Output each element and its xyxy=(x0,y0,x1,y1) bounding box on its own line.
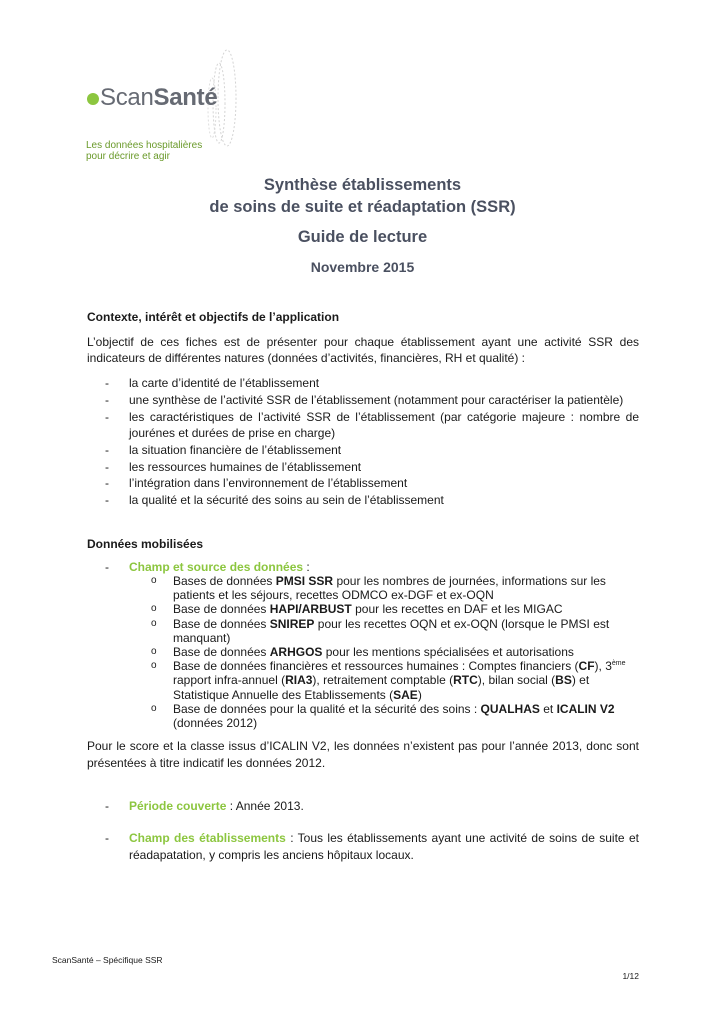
source-name: SNIREP xyxy=(269,616,315,631)
document-title-line2: de soins de suite et réadaptation (SSR) xyxy=(209,198,516,216)
period-label: Période couverte xyxy=(129,798,227,813)
list-item: - la qualité et la sécurité des soins au sein de l’établissement xyxy=(87,492,639,509)
source-name: SAE xyxy=(393,687,418,702)
data-heading: Données mobilisées xyxy=(87,537,204,551)
source-name: CF xyxy=(578,659,595,674)
champ-source-colon: : xyxy=(303,559,310,574)
source-name: PMSI SSR xyxy=(275,573,334,588)
source-text: Base de données financières et ressources humaines : Comptes financiers ( xyxy=(173,659,579,674)
source-text: ) et Statistique Annuelle des Etablissements ( xyxy=(173,673,590,702)
logo-tagline-line1: Les données hospitalières xyxy=(86,140,203,151)
source-text: pour les nombres de journées, informations sur les patients et les séjours, recettes ODMCO ex-DGF et ex-OQN xyxy=(173,573,606,603)
document-title xyxy=(0,174,725,218)
document-date: Novembre 2015 xyxy=(310,259,415,275)
context-list xyxy=(87,375,639,509)
document-subtitle: Guide de lecture xyxy=(297,228,428,246)
source-name: RTC xyxy=(453,673,478,688)
footer-label: ScanSanté – Spécifique SSR xyxy=(52,955,163,965)
sources-list xyxy=(87,574,639,730)
source-name: QUALHAS xyxy=(480,701,540,716)
source-name: ICALIN V2 xyxy=(556,701,615,716)
estab-value: : Tous les établissements ayant une activité de soins de suite et réadapatation, y compris les anciens hôpitaux locaux. xyxy=(129,831,639,862)
list-item: - les caractéristiques de l’activité SSR de l’établissement (par catégorie majeure : nombre de jourénes et durées de prise en charge) xyxy=(87,409,639,442)
source-text: pour les recettes OQN et ex-OQN (lorsque le PMSI est manquant) xyxy=(173,616,610,645)
list-item: - une synthèse de l’activité SSR de l’établissement (notamment pour caractériser la patientèle) xyxy=(87,392,639,409)
source-text: Bases de données xyxy=(173,573,276,588)
source-item xyxy=(87,617,639,645)
scansante-logo xyxy=(86,48,246,168)
source-superscript: ème xyxy=(611,660,626,668)
source-name: ARHGOS xyxy=(269,644,323,659)
logo-tagline xyxy=(86,140,202,162)
logo-brand-light: Scan xyxy=(100,84,154,111)
champ-source-label: Champ et source des données xyxy=(129,559,304,574)
logo-tagline-line2: pour décrire et agir xyxy=(86,151,170,162)
icalin-note: Pour le score et la classe issus d’ICALIN V2, les données n’existent pas pour l’année 2013, donc sont présentées à titre indicatif les données 2012. xyxy=(87,739,639,770)
source-text: ) xyxy=(417,687,422,702)
source-name: BS xyxy=(555,673,572,688)
context-intro: L’objectif de ces fiches est de présenter pour chaque établissement ayant une activité SSR des indicateurs de différentes natures (données d’activités, financières, RH et qualité) : xyxy=(87,334,639,366)
list-item: - la situation financière de l’établissement xyxy=(87,442,639,459)
logo-dot-icon xyxy=(87,93,99,105)
source-item xyxy=(87,645,639,659)
champ-source-item xyxy=(87,560,639,574)
source-text: ), retraitement comptable ( xyxy=(312,673,454,688)
estab-label: Champ des établissements xyxy=(129,831,286,846)
source-text: rapport infra-annuel ( xyxy=(173,673,286,688)
source-text: Base de données xyxy=(173,616,270,631)
page-number: 1/12 xyxy=(622,971,639,981)
list-item: - l’intégration dans l’environnement de l’établissement xyxy=(87,475,639,492)
source-item xyxy=(87,702,639,730)
source-text: pour les mentions spécialisées et autorisations xyxy=(322,644,574,659)
source-text: Base de données xyxy=(173,602,270,617)
source-item xyxy=(87,659,639,702)
source-name: RIA3 xyxy=(285,673,313,688)
source-text: Base de données xyxy=(173,644,270,659)
period-list xyxy=(87,798,639,815)
list-item: - la carte d’identité de l’établissement xyxy=(87,375,639,392)
source-text: et xyxy=(539,701,557,716)
data-section xyxy=(87,536,639,864)
document-title-line1: Synthèse établissements xyxy=(263,176,462,194)
period-value: : Année 2013. xyxy=(226,798,304,813)
source-text: ), 3 xyxy=(594,659,612,674)
source-text: pour les recettes en DAF et les MIGAC xyxy=(351,602,563,617)
source-text: (données 2012) xyxy=(173,715,258,730)
period-item xyxy=(87,798,639,815)
logo-wordmark xyxy=(100,84,217,112)
context-section xyxy=(87,309,639,509)
list-item: - les ressources humaines de l’établissement xyxy=(87,459,639,476)
logo-brand-bold: Santé xyxy=(153,84,218,111)
source-name: HAPI/ARBUST xyxy=(269,602,352,617)
estab-item xyxy=(87,830,639,863)
source-item xyxy=(87,574,639,602)
source-item xyxy=(87,602,639,616)
context-heading: Contexte, intérêt et objectifs de l’application xyxy=(87,310,340,324)
source-text: Base de données pour la qualité et la sécurité des soins : xyxy=(173,701,481,716)
estab-list xyxy=(87,830,639,863)
data-list xyxy=(87,560,639,574)
source-text: ), bilan social ( xyxy=(477,673,556,688)
